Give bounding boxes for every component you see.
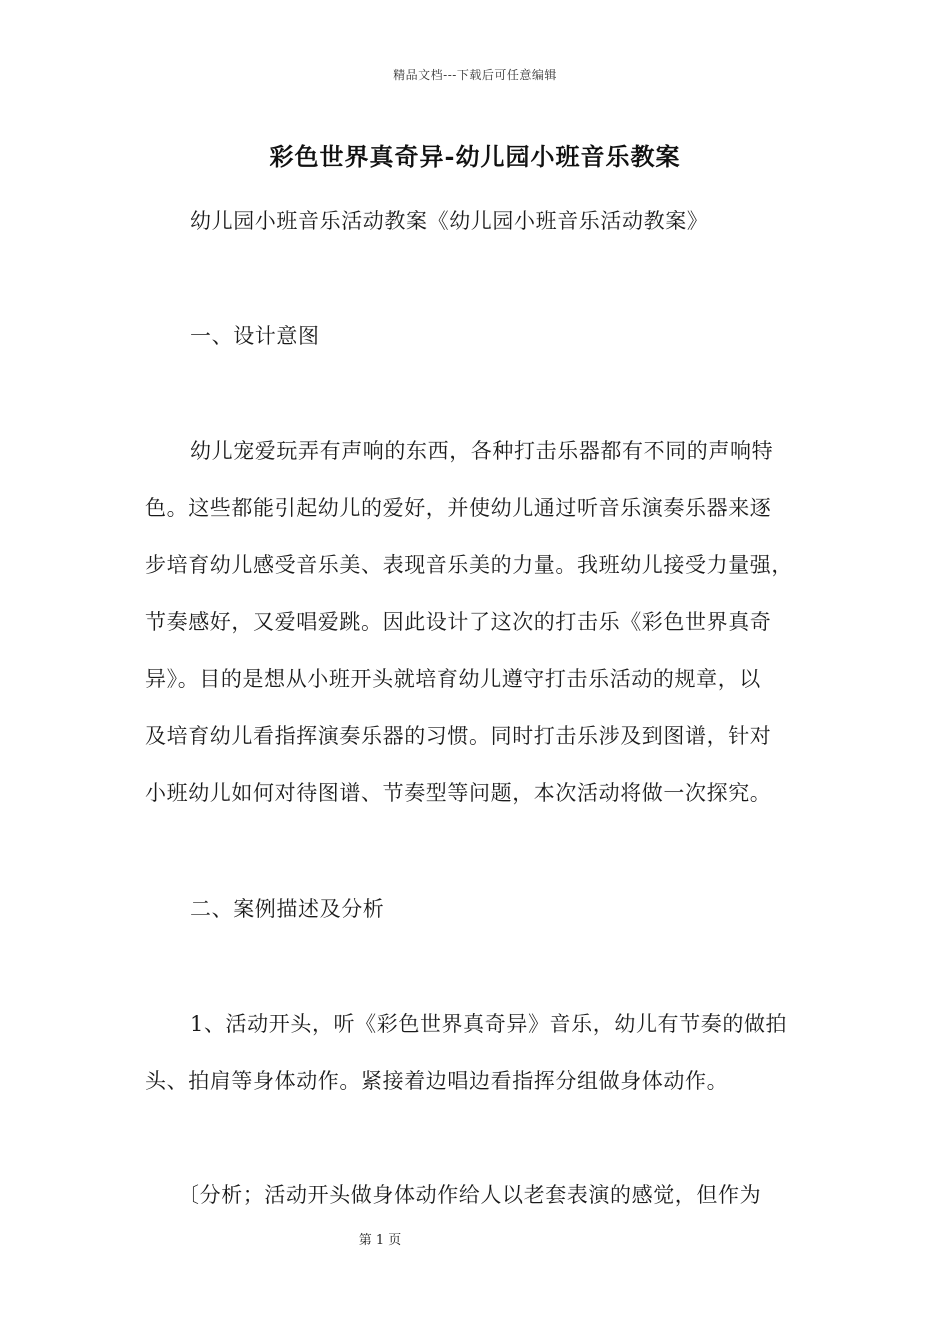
- paragraph-line: 1、活动开头，听《彩色世界真奇异》音乐，幼儿有节奏的做拍: [190, 1012, 788, 1036]
- paragraph-line: 小班幼儿如何对待图谱、节奏型等问题，本次活动将做一次探究。: [145, 781, 772, 805]
- section-heading-case-analysis: 二、案例描述及分析: [190, 897, 385, 921]
- paragraph-line: 幼儿宠爱玩弄有声响的东西，各种打击乐器都有不同的声响特: [190, 439, 774, 463]
- paragraph-line: 节奏感好，又爱唱爱跳。因此设计了这次的打击乐《彩色世界真奇: [145, 610, 772, 634]
- paragraph-line: 步培育幼儿感受音乐美、表现音乐美的力量。我班幼儿接受力量强，: [145, 553, 793, 577]
- analysis-line: 〔分析；活动开头做身体动作给人以老套表演的感觉，但作为: [178, 1183, 762, 1207]
- paragraph-line: 色。这些都能引起幼儿的爱好，并使幼儿通过听音乐演奏乐器来逐: [145, 496, 772, 520]
- page-header: 精品文档---下载后可任意编辑: [393, 68, 557, 82]
- paragraph-line: 及培育幼儿看指挥演奏乐器的习惯。同时打击乐涉及到图谱，针对: [145, 724, 772, 748]
- document-subtitle: 幼儿园小班音乐活动教案《幼儿园小班音乐活动教案》: [190, 209, 709, 233]
- document-title: 彩色世界真奇异-幼儿园小班音乐教案: [269, 142, 681, 171]
- page-number: 第 1 页: [358, 1233, 402, 1248]
- paragraph-line: 头、拍肩等身体动作。紧接着边唱边看指挥分组做身体动作。: [145, 1069, 729, 1093]
- section-heading-design-intent: 一、设计意图: [190, 324, 320, 348]
- paragraph-line: 异》。目的是想从小班开头就培育幼儿遵守打击乐活动的规章，以: [145, 667, 761, 691]
